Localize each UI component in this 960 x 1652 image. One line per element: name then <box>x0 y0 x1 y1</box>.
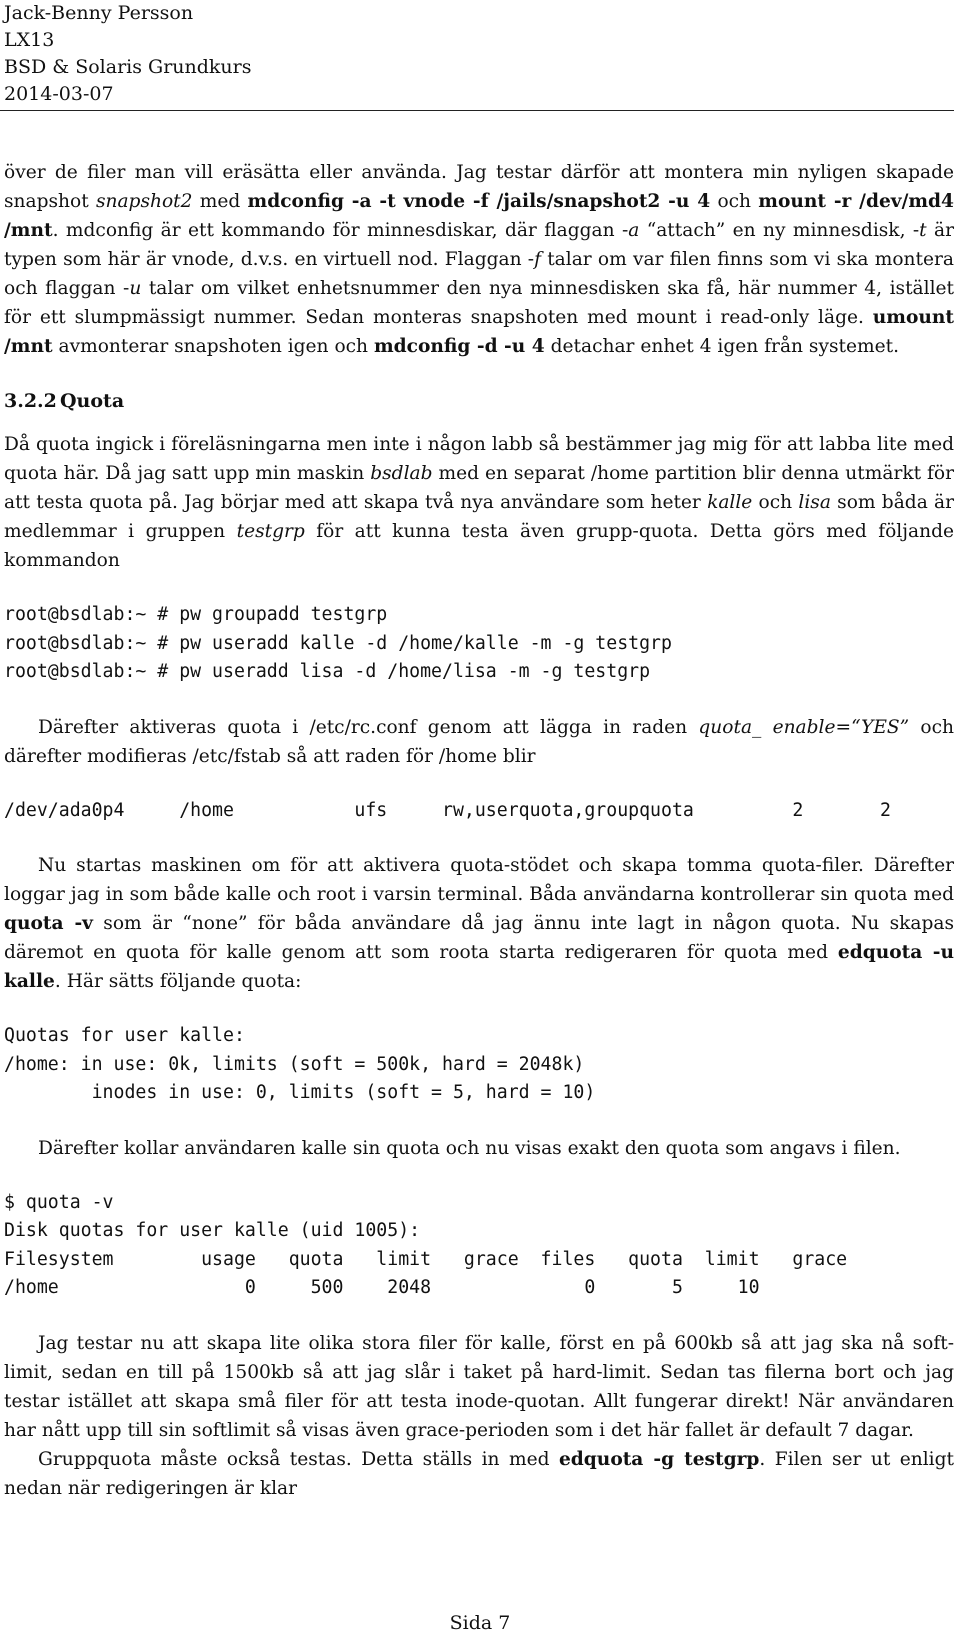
section-heading-quota <box>4 387 954 416</box>
paragraph-limit-test: Jag testar nu att skapa lite olika stora filer för kalle, först en på 600kb så att jag ska nå soft-limit, sedan en till på 1500kb så att jag slår i taket på hard-limit. Sedan tas filerna bort och jag testar istället att skapa små filer för att testa inode-quotan. Allt fungerar direkt! När användaren har nått upp till sin softlimit så visas även grace-perioden som i det här fallet är default 7 dagar. <box>4 1332 954 1441</box>
header-course: BSD & Solaris Grundkurs <box>4 56 252 78</box>
header-rule <box>0 110 954 111</box>
paragraph-quota-intro: Då quota ingick i föreläsningarna men inte i någon labb så bestämmer jag mig för att labba lite med quota här. Då jag satt upp min maskin bsdlab med en separat /home partition blir denna utmärkt för att testa quota på. Jag börjar med att skapa två nya användare som heter kalle och lisa som båda är medlemmar i gruppen testgrp för att kunna testa även grupp-quota. Detta görs med följande kommandon <box>4 434 955 571</box>
code-block-useradd: root@bsdlab:~ # pw groupadd testgrp root@bsdlab:~ # pw useradd kalle -d /home/kalle -m -g testgrp root@bsdlab:~ # pw useradd lisa -d /home/lisa -m -g testgrp <box>4 604 672 682</box>
header-author: Jack-Benny Persson <box>4 2 194 24</box>
document-body <box>4 158 954 1503</box>
paragraph-group-quota: Gruppquota måste också testas. Detta ställs in med edquota -g testgrp. Filen ser ut enligt nedan när redigeringen är klar <box>4 1448 955 1499</box>
paragraph-edquota: Nu startas maskinen om för att aktivera quota-stödet och skapa tomma quota-filer. Därefter loggar jag in som både kalle och root i varsin terminal. Båda användarna kontrollerar sin quota med quota -v som är “none” för båda användare då jag ännu inte lagt in någon quota. Nu skapas däremot en quota för kalle genom att som roota starta redigeraren för quota med edquota -u kalle. Här sätts följande quota: <box>4 855 954 992</box>
page-number: Sida 7 <box>449 1612 511 1634</box>
header-date: 2014-03-07 <box>4 83 114 105</box>
header-class: LX13 <box>4 29 55 51</box>
paragraph-quota-check: Därefter kollar användaren kalle sin quota och nu visas exakt den quota som angavs i filen. <box>38 1137 901 1159</box>
code-block-quota-file: Quotas for user kalle: /home: in use: 0k, limits (soft = 500k, hard = 2048k) inodes in use: 0, limits (soft = 5, hard = 10) <box>4 1025 596 1103</box>
paragraph-rc-conf: Därefter aktiveras quota i /etc/rc.conf genom att lägga in raden quota_ enable=“YES” och därefter modifieras /etc/fstab så att raden för /home blir <box>4 716 955 767</box>
paragraph-snapshot-mount: över de filer man vill eräsätta eller använda. Jag testar därför att montera min nyligen skapade snapshot snapshot2 med mdconfig -a -t vnode -f /jails/snapshot2 -u 4 och mount -r /dev/md4 /mnt. mdconfig är ett kommando för minnesdiskar, där flaggan -a “attach” en ny minnesdisk, -t är typen som här är vnode, d.v.s. en virtuell nod. Flaggan -f talar om var filen finns som vi ska montera och flaggan -u talar om vilket enhetsnummer den nya minnesdisken ska få, här nummer 4, istället för ett slumpmässigt nummer. Sedan monteras snapshoten med mount i read-only läge. umount /mnt avmonterar snapshoten igen och mdconfig -d -u 4 detachar enhet 4 igen från systemet. <box>4 162 954 357</box>
code-block-quota-output: $ quota -v Disk quotas for user kalle (uid 1005): Filesystem usage quota limit grace files quota limit grace /home 0 500 2048 0 5 10 <box>4 1191 848 1298</box>
page-header <box>4 0 252 108</box>
section-title: Quota <box>60 390 125 412</box>
section-number: 3.2.2 <box>4 390 57 412</box>
code-block-fstab: /dev/ada0p4 /home ufs rw,userquota,groupquota 2 2 <box>4 799 891 821</box>
